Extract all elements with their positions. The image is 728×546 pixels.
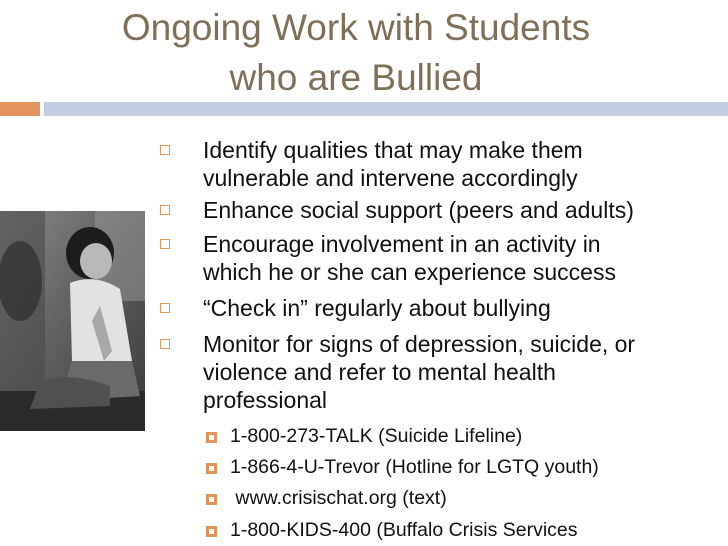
sub-bullet-text: 1-800-273-TALK (Suicide Lifeline) — [230, 425, 523, 447]
sub-bullet-text: 1-866-4-U-Trevor (Hotline for LGTQ youth) — [230, 456, 599, 478]
sub-bullet-item-3 — [206, 486, 718, 510]
bullet-item-3 — [160, 230, 718, 286]
bullet-text: Encourage involvement in an activity in — [203, 231, 601, 257]
bullet-text: Identify qualities that may make them — [203, 137, 583, 163]
bullet-square-icon — [160, 145, 170, 155]
bullet-square-icon — [160, 239, 170, 249]
bullet-text: vulnerable and intervene accordingly — [203, 165, 578, 191]
accent-bar-blue — [44, 102, 728, 116]
bullet-text: professional — [203, 387, 328, 413]
sub-bullet-square-icon — [206, 494, 217, 505]
bullet-square-icon — [160, 303, 170, 313]
bullet-item-2 — [160, 196, 718, 224]
bullet-text: “Check in” regularly about bullying — [203, 295, 551, 321]
photo-boy-sitting-illustration — [0, 211, 145, 431]
bullet-text: which he or she can experience success — [203, 259, 616, 285]
bullet-item-1 — [160, 136, 718, 192]
sub-bullet-square-icon — [206, 432, 217, 443]
bullet-text: violence and refer to mental health — [203, 359, 556, 385]
sub-bullet-item-4 — [206, 518, 718, 542]
sub-bullet-item-1 — [206, 424, 718, 448]
bullet-square-icon — [160, 205, 170, 215]
sub-bullet-item-2 — [206, 455, 718, 479]
bullet-item-4 — [160, 294, 718, 322]
bullet-text: Enhance social support (peers and adults) — [203, 197, 634, 223]
slide-title-line-2: who are Bullied — [229, 57, 483, 98]
photo-boy-sitting — [0, 211, 145, 431]
sub-bullet-text: 1-800-KIDS-400 (Buffalo Crisis Services — [230, 519, 578, 541]
sub-bullet-text: www.crisischat.org (text) — [230, 487, 447, 509]
bullet-text: Monitor for signs of depression, suicide, or — [203, 331, 636, 357]
sub-bullet-square-icon — [206, 463, 217, 474]
bullet-item-5 — [160, 330, 718, 414]
slide-title-line-1: Ongoing Work with Students — [121, 7, 591, 48]
sub-bullet-square-icon — [206, 526, 217, 537]
bullet-square-icon — [160, 339, 170, 349]
accent-bar-orange — [0, 102, 40, 116]
